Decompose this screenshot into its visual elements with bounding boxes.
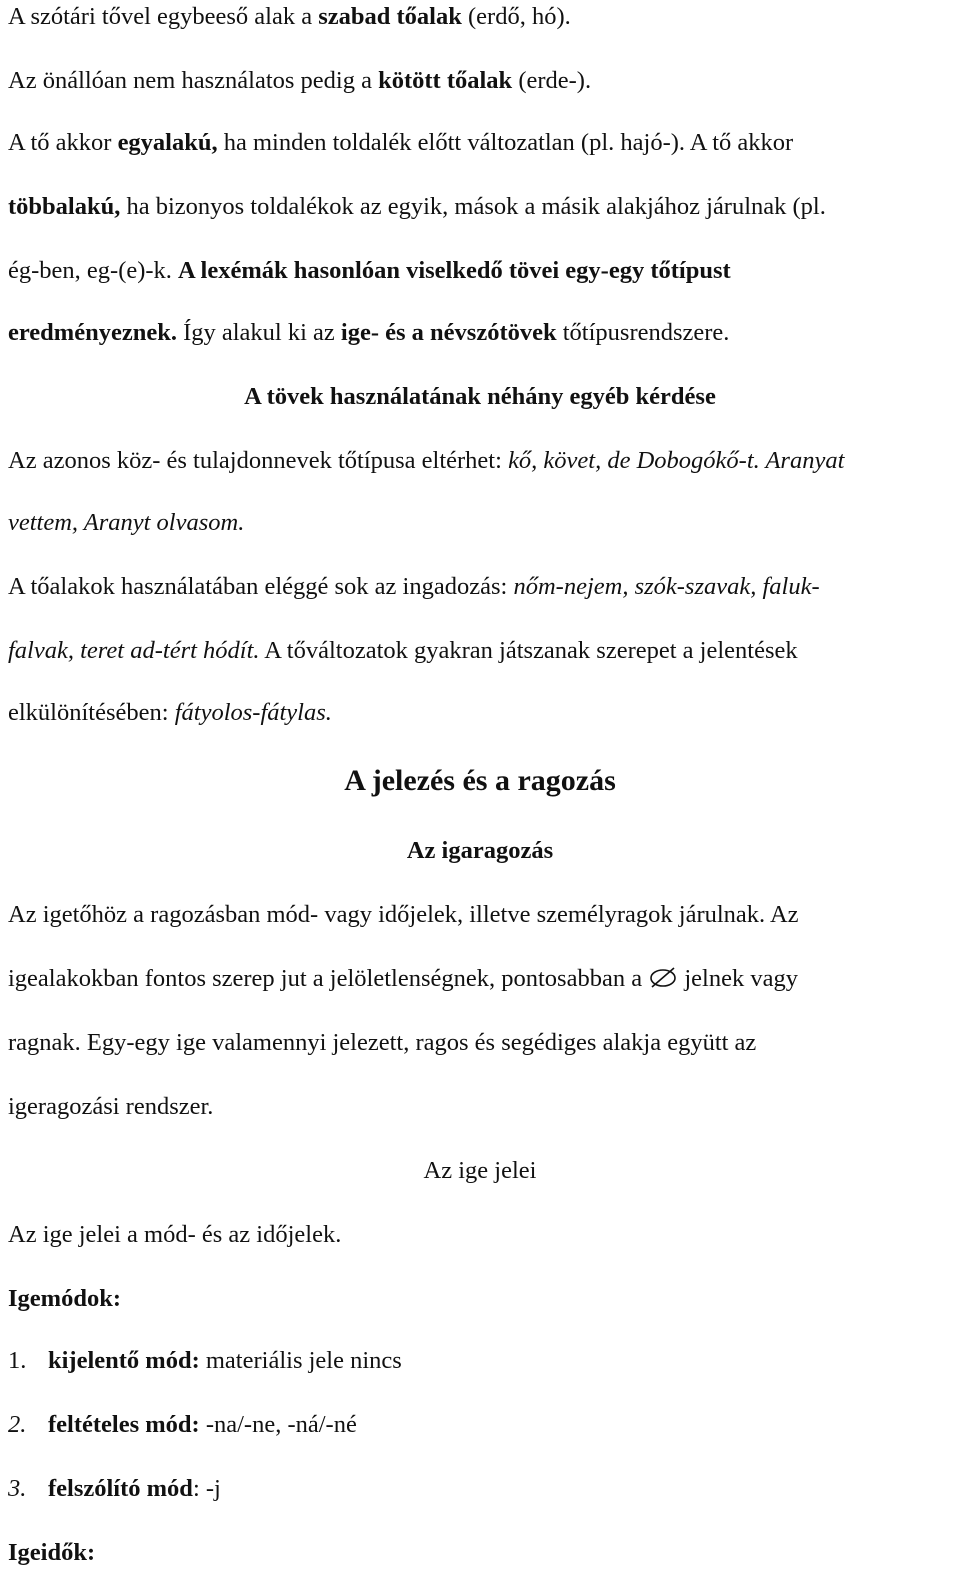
mode-name: feltételes mód:	[48, 1411, 200, 1438]
mode-name: felszólító mód	[48, 1475, 193, 1502]
bold-text: eredményeznek.	[8, 319, 177, 346]
list-item	[8, 1474, 952, 1504]
igeidok-label: Igeidők:	[8, 1539, 96, 1566]
text: elkülönítésében:	[8, 699, 175, 726]
section-heading: A tövek használatának néhány egyéb kérdése	[244, 383, 716, 410]
text: Így alakul ki az	[176, 319, 341, 346]
paragraph-line	[8, 66, 952, 96]
paragraph-line	[8, 256, 952, 286]
list-number: 1.	[8, 1347, 27, 1374]
text: jelnek vagy	[678, 965, 798, 992]
mode-name: kijelentő mód:	[48, 1347, 200, 1374]
example-text: vettem, Aranyt olvasom.	[8, 509, 245, 536]
text: A szótári tővel egybeeső alak a	[8, 3, 319, 30]
paragraph-line: Az ige jelei a mód- és az időjelek.	[8, 1221, 342, 1248]
paragraph-line	[8, 698, 952, 728]
list-heading	[8, 1538, 952, 1568]
text: ha minden toldalék előtt változatlan (pl. hajó-). A tő akkor	[217, 129, 794, 156]
paragraph-line	[8, 128, 952, 158]
text: tőtípusrendszere.	[556, 319, 730, 346]
example-text: falvak, teret ad-tért hódít.	[8, 637, 260, 664]
text: (erde-).	[512, 67, 592, 94]
example-text: nőm-nejem, szók-szavak, faluk-	[513, 573, 820, 600]
igemodok-label: Igemódok:	[8, 1285, 121, 1312]
empty-set-icon	[648, 966, 678, 988]
list-number: 2.	[8, 1411, 27, 1438]
text: Az önállóan nem használatos pedig a	[8, 67, 379, 94]
list-heading	[8, 1284, 952, 1314]
paragraph-line	[8, 508, 952, 538]
mode-value: materiális jele nincs	[199, 1347, 402, 1374]
text: A tő akkor	[8, 129, 118, 156]
paragraph-line	[8, 192, 952, 222]
list-item	[8, 1410, 952, 1440]
text: A tőalakok használatában eléggé sok az ingadozás:	[8, 573, 514, 600]
term-ige-nevszotovek: ige- és a névszótövek	[340, 319, 557, 346]
paragraph-line	[8, 318, 952, 348]
list-number: 3.	[8, 1475, 27, 1502]
text: ég-ben, eg-(e)-k.	[8, 257, 179, 284]
term-egyalaku: egyalakú,	[117, 129, 218, 156]
term-szabad-toalak: szabad tőalak	[318, 3, 462, 30]
paragraph-line	[8, 572, 952, 602]
paragraph-line	[8, 446, 952, 476]
mode-value: -na/-ne, -ná/-né	[199, 1411, 357, 1438]
term-tobbalaku: többalakú,	[8, 193, 121, 220]
paragraph-line	[8, 636, 952, 666]
paragraph-line	[8, 964, 952, 994]
text: ha bizonyos toldalékok az egyik, mások a másik alakjához járulnak (pl.	[120, 193, 826, 220]
paragraph-line	[8, 2, 952, 32]
subsection-heading: Az ige jelei	[423, 1157, 537, 1184]
text: (erdő, hó).	[461, 3, 571, 30]
chapter-heading: A jelezés és a ragozás	[344, 764, 616, 797]
text: igealakokban fontos szerep jut a jelöletlenségnek, pontosabban a	[8, 965, 649, 992]
section-heading: Az igaragozás	[406, 837, 554, 864]
text: A tőváltozatok gyakran játszanak szerepet a jelentések	[259, 637, 798, 664]
example-text: kő, követ, de Dobogókő-t. Aranyat	[508, 447, 845, 474]
term-kotott-toalak: kötött tőalak	[378, 67, 513, 94]
list-item	[8, 1346, 952, 1376]
paragraph-line: Az igetőhöz a ragozásban mód- vagy időjelek, illetve személyragok járulnak. Az	[8, 901, 799, 928]
text: Az azonos köz- és tulajdonnevek tőtípusa eltérhet:	[8, 447, 509, 474]
paragraph-line: ragnak. Egy-egy ige valamennyi jelezett, ragos és segédiges alakja együtt az	[8, 1029, 757, 1056]
mode-value: : -j	[192, 1475, 221, 1502]
example-text: fátyolos-fátylas.	[174, 699, 332, 726]
paragraph-line: igeragozási rendszer.	[8, 1093, 214, 1120]
bold-text: A lexémák hasonlóan viselkedő tövei egy-egy tőtípust	[178, 257, 731, 284]
